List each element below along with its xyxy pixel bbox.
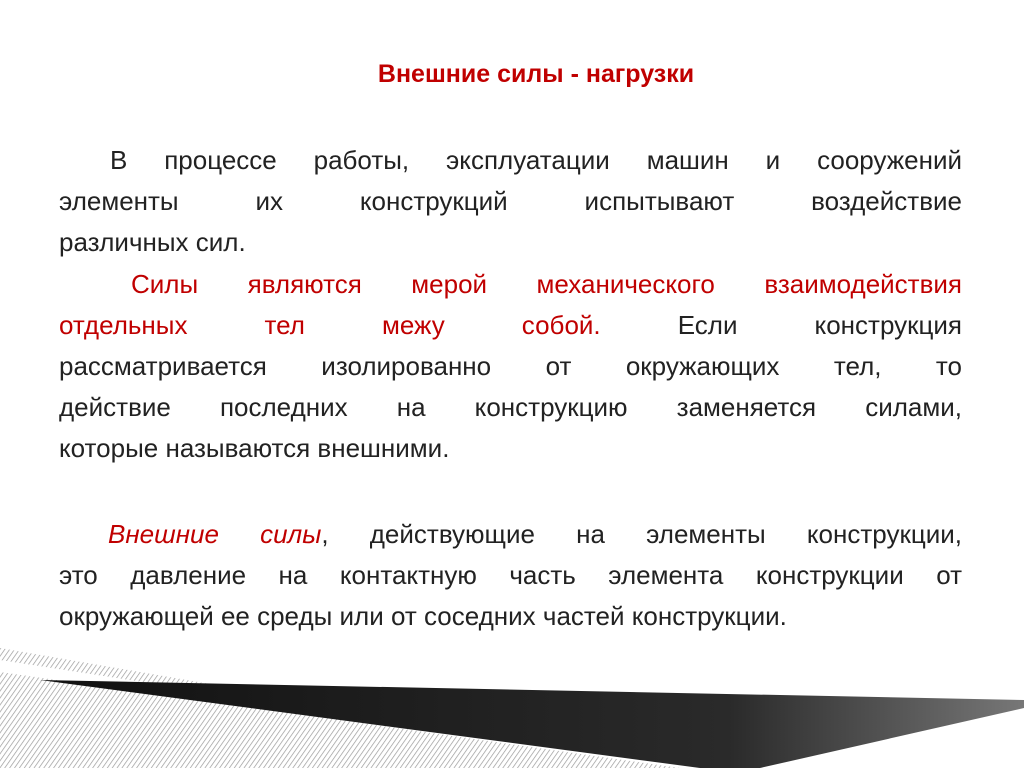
paragraph-3-line-2: это давление на контактную часть элемента конструкции от xyxy=(59,560,962,590)
paragraph-3-line-3: окружающей ее среды или от соседних частей конструкции. xyxy=(59,601,787,631)
paragraph-3-line-1 xyxy=(59,514,962,555)
paragraph-2-red-line-1: Силы являются мерой механического взаимодействия xyxy=(131,269,962,299)
paragraph-1-line-3: различных сил. xyxy=(59,227,246,257)
slide-title-text: Внешние силы - нагрузки xyxy=(377,60,695,88)
paragraph-2-line-2 xyxy=(59,305,962,346)
paragraph-3 xyxy=(59,514,962,637)
paragraph-2 xyxy=(59,264,962,469)
paragraph-1-line-1: В процессе работы, эксплуатации машин и сооружений xyxy=(110,145,962,175)
slide-title xyxy=(0,60,1024,89)
paragraph-1-line-2: элементы их конструкций испытывают воздействие xyxy=(59,186,962,216)
paragraph-2-line-2-rest: Если конструкция xyxy=(677,310,962,340)
paragraph-2-line-4: действие последних на конструкцию заменяется силами, xyxy=(59,392,962,422)
paragraph-2-red-line-2: отдельных тел межу собой. xyxy=(59,310,601,340)
paragraph-2-line-3: рассматривается изолированно от окружающих тел, то xyxy=(59,351,962,381)
paragraph-3-line-1-rest: , действующие на элементы конструкции, xyxy=(321,519,962,549)
paragraph-2-line-5: которые называются внешними. xyxy=(59,433,450,463)
paragraph-1 xyxy=(59,140,962,263)
paragraph-3-red-italic: Внешние силы xyxy=(108,519,322,549)
